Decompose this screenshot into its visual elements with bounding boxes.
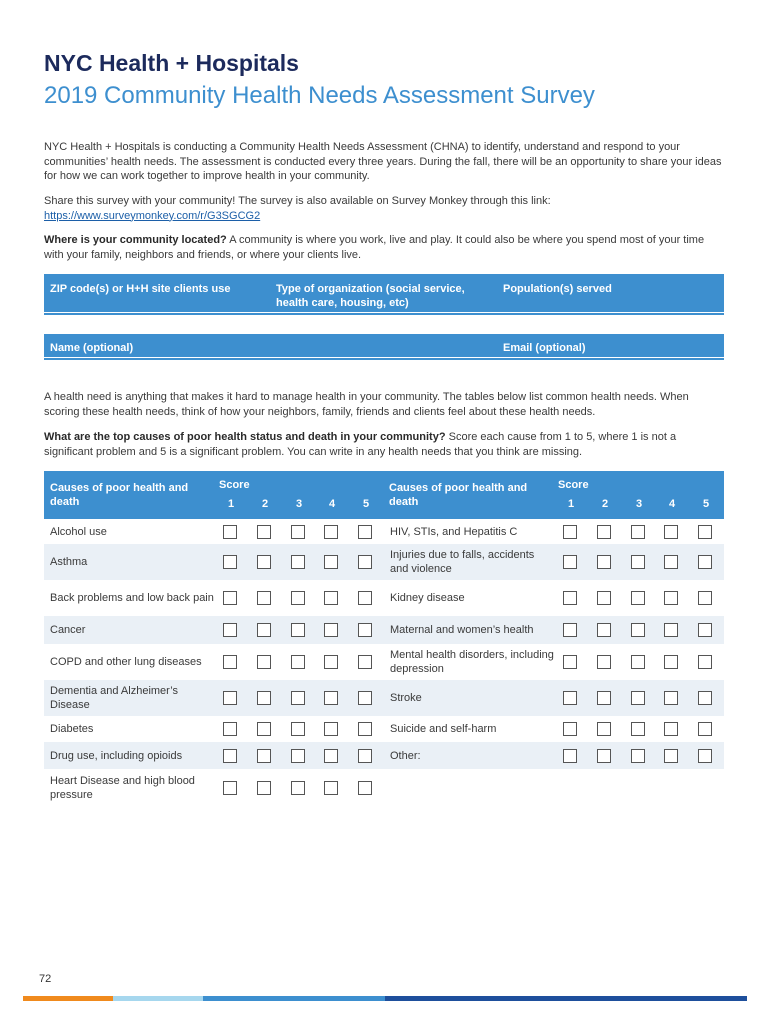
score-1-checkbox[interactable] <box>563 722 577 736</box>
score-5-checkbox[interactable] <box>358 525 372 539</box>
score-4-checkbox[interactable] <box>664 623 678 637</box>
cause-label: Heart Disease and high blood pressure <box>50 775 195 801</box>
intro-paragraph: NYC Health + Hospitals is conducting a Community Health Needs Assessment (CHNA) to identify, understand and respond to your communities’ health needs. The assessment is conducted every three years. During the fall, there will be an opportunity to share your ideas for how we can work together to improve health in your community. <box>44 141 722 182</box>
score-1-checkbox[interactable] <box>563 623 577 637</box>
score-1-checkbox[interactable] <box>563 691 577 705</box>
score-1-checkbox[interactable] <box>223 555 237 569</box>
cause-label: Injuries due to falls, accidents and violence <box>390 549 535 575</box>
score-5-checkbox[interactable] <box>698 722 712 736</box>
score-2-checkbox[interactable] <box>257 655 271 669</box>
table-row <box>44 616 384 644</box>
score-4-checkbox[interactable] <box>664 591 678 605</box>
score-table-header <box>44 471 724 519</box>
score-4-label: 4 <box>668 498 676 510</box>
score-1-checkbox[interactable] <box>563 749 577 763</box>
score-2-checkbox[interactable] <box>257 623 271 637</box>
table-row <box>44 519 384 544</box>
score-2-label: 2 <box>601 498 609 510</box>
score-5-checkbox[interactable] <box>698 591 712 605</box>
score-3-checkbox[interactable] <box>631 623 645 637</box>
email-label: Email (optional) <box>503 342 586 354</box>
score-1-label: 1 <box>567 498 575 510</box>
score-4-checkbox[interactable] <box>324 722 338 736</box>
footer-bar-navy <box>385 996 747 1001</box>
cause-label: Diabetes <box>50 723 94 735</box>
table-row <box>44 644 384 680</box>
top-causes-paragraph <box>44 430 726 459</box>
causes-header-right: Causes of poor health and death <box>389 482 528 508</box>
score-2-label: 2 <box>261 498 269 510</box>
survey-link[interactable]: https://www.surveymonkey.com/r/G3SGCG2 <box>44 209 261 222</box>
score-4-checkbox[interactable] <box>664 722 678 736</box>
score-5-checkbox[interactable] <box>698 749 712 763</box>
cause-label: Drug use, including opioids <box>50 750 183 762</box>
community-info-field-line[interactable] <box>44 313 724 315</box>
score-2-checkbox[interactable] <box>257 691 271 705</box>
community-question: Where is your community located? <box>44 234 227 246</box>
table-row <box>384 644 724 680</box>
table-row <box>44 544 384 580</box>
causes-header-left: Causes of poor health and death <box>50 482 189 508</box>
score-2-checkbox[interactable] <box>257 722 271 736</box>
score-3-checkbox[interactable] <box>291 691 305 705</box>
community-info-bar <box>44 274 724 312</box>
score-5-checkbox[interactable] <box>698 691 712 705</box>
score-2-checkbox[interactable] <box>597 591 611 605</box>
table-row <box>44 580 384 616</box>
score-1-checkbox[interactable] <box>563 655 577 669</box>
score-1-checkbox[interactable] <box>223 691 237 705</box>
score-3-checkbox[interactable] <box>631 749 645 763</box>
score-2-checkbox[interactable] <box>597 722 611 736</box>
score-2-checkbox[interactable] <box>597 623 611 637</box>
score-5-checkbox[interactable] <box>358 591 372 605</box>
score-2-checkbox[interactable] <box>257 781 271 795</box>
score-1-checkbox[interactable] <box>223 749 237 763</box>
table-row <box>44 716 384 742</box>
score-1-label: 1 <box>227 498 235 510</box>
score-2-checkbox[interactable] <box>257 749 271 763</box>
score-3-checkbox[interactable] <box>291 591 305 605</box>
table-row <box>384 519 724 544</box>
organization-type-label: Type of organization (social service, health care, housing, etc) <box>276 283 465 309</box>
score-3-checkbox[interactable] <box>291 623 305 637</box>
score-5-checkbox[interactable] <box>698 525 712 539</box>
score-5-checkbox[interactable] <box>698 623 712 637</box>
score-5-checkbox[interactable] <box>698 655 712 669</box>
score-1-checkbox[interactable] <box>223 591 237 605</box>
community-paragraph <box>44 233 726 262</box>
score-5-checkbox[interactable] <box>358 781 372 795</box>
score-5-checkbox[interactable] <box>698 555 712 569</box>
page-number: 72 <box>39 973 52 985</box>
table-row <box>384 716 724 742</box>
cause-label: Cancer <box>50 624 86 636</box>
score-5-checkbox[interactable] <box>358 749 372 763</box>
score-3-checkbox[interactable] <box>631 691 645 705</box>
cause-label: HIV, STIs, and Hepatitis C <box>390 526 518 538</box>
survey-title: 2019 Community Health Needs Assessment Survey <box>44 82 595 109</box>
footer-bar-orange <box>23 996 113 1001</box>
score-3-checkbox[interactable] <box>291 722 305 736</box>
score-4-checkbox[interactable] <box>664 655 678 669</box>
health-need-paragraph: A health need is anything that makes it hard to manage health in your community. The tables below list common health needs. When scoring these health needs, think of how your neighbors, family, friends and clients feel about these health needs. <box>44 391 689 418</box>
population-served-label: Population(s) served <box>503 283 612 295</box>
score-3-checkbox[interactable] <box>631 655 645 669</box>
cause-label: Dementia and Alzheimer’s Disease <box>50 685 178 711</box>
score-1-checkbox[interactable] <box>223 655 237 669</box>
score-4-checkbox[interactable] <box>664 691 678 705</box>
score-5-checkbox[interactable] <box>358 623 372 637</box>
score-4-checkbox[interactable] <box>324 525 338 539</box>
score-4-checkbox[interactable] <box>324 781 338 795</box>
score-2-checkbox[interactable] <box>257 591 271 605</box>
score-4-checkbox[interactable] <box>664 555 678 569</box>
table-row <box>44 769 384 807</box>
score-4-checkbox[interactable] <box>324 691 338 705</box>
score-1-checkbox[interactable] <box>223 525 237 539</box>
score-3-label: 3 <box>635 498 643 510</box>
score-5-checkbox[interactable] <box>358 655 372 669</box>
score-2-checkbox[interactable] <box>597 525 611 539</box>
score-3-checkbox[interactable] <box>631 525 645 539</box>
score-1-checkbox[interactable] <box>223 722 237 736</box>
org-title: NYC Health + Hospitals <box>44 50 299 76</box>
cause-label: COPD and other lung diseases <box>50 656 202 668</box>
share-paragraph <box>44 194 726 223</box>
footer-bar-light-blue <box>113 996 203 1001</box>
score-header-left: Score <box>219 479 250 491</box>
contact-bar <box>44 334 724 357</box>
score-4-checkbox[interactable] <box>664 749 678 763</box>
score-4-checkbox[interactable] <box>664 525 678 539</box>
share-text: Share this survey with your community! The survey is also available on Survey Monkey through this link: <box>44 195 551 207</box>
score-2-checkbox[interactable] <box>257 555 271 569</box>
name-label: Name (optional) <box>50 342 134 354</box>
score-header-right: Score <box>558 479 589 491</box>
table-row <box>44 680 384 716</box>
table-row <box>44 742 384 769</box>
footer-bar-blue <box>203 996 385 1001</box>
table-row <box>384 580 724 616</box>
zip-code-label: ZIP code(s) or H+H site clients use <box>50 283 231 295</box>
score-5-label: 5 <box>702 498 710 510</box>
table-row <box>384 742 724 769</box>
community-text: A community is where you work, live and play. It could also be where you spend most of your time with your family, neighbors and friends, or where your clients live. <box>44 234 705 261</box>
cause-label: Mental health disorders, including depression <box>390 649 554 675</box>
score-3-checkbox[interactable] <box>291 655 305 669</box>
cause-label: Other: <box>390 750 421 762</box>
cause-label: Suicide and self-harm <box>390 723 497 735</box>
score-4-checkbox[interactable] <box>324 555 338 569</box>
score-5-checkbox[interactable] <box>358 722 372 736</box>
table-row <box>384 616 724 644</box>
contact-field-line[interactable] <box>44 358 724 360</box>
cause-label: Back problems and low back pain <box>50 592 214 604</box>
cause-label: Maternal and women’s health <box>390 624 534 636</box>
score-1-checkbox[interactable] <box>563 555 577 569</box>
score-4-checkbox[interactable] <box>324 591 338 605</box>
cause-label: Stroke <box>390 692 422 704</box>
score-3-label: 3 <box>295 498 303 510</box>
score-3-checkbox[interactable] <box>631 722 645 736</box>
score-2-checkbox[interactable] <box>597 749 611 763</box>
score-1-checkbox[interactable] <box>563 525 577 539</box>
score-5-label: 5 <box>362 498 370 510</box>
cause-label: Alcohol use <box>50 526 107 538</box>
score-3-checkbox[interactable] <box>631 591 645 605</box>
score-2-checkbox[interactable] <box>257 525 271 539</box>
score-2-checkbox[interactable] <box>597 655 611 669</box>
score-5-checkbox[interactable] <box>358 555 372 569</box>
score-5-checkbox[interactable] <box>358 691 372 705</box>
score-2-checkbox[interactable] <box>597 691 611 705</box>
score-1-checkbox[interactable] <box>563 591 577 605</box>
top-causes-question: What are the top causes of poor health status and death in your community? <box>44 431 446 443</box>
score-1-checkbox[interactable] <box>223 623 237 637</box>
score-4-label: 4 <box>328 498 336 510</box>
score-3-checkbox[interactable] <box>291 749 305 763</box>
score-1-checkbox[interactable] <box>223 781 237 795</box>
top-causes-text: Score each cause from 1 to 5, where 1 is not a significant problem and 5 is a significant problem. You can write in any health needs that you think are missing. <box>44 431 677 458</box>
score-4-checkbox[interactable] <box>324 749 338 763</box>
table-row <box>384 544 724 580</box>
score-3-checkbox[interactable] <box>631 555 645 569</box>
score-2-checkbox[interactable] <box>597 555 611 569</box>
score-3-checkbox[interactable] <box>291 555 305 569</box>
score-4-checkbox[interactable] <box>324 655 338 669</box>
score-4-checkbox[interactable] <box>324 623 338 637</box>
table-row <box>384 680 724 716</box>
score-3-checkbox[interactable] <box>291 525 305 539</box>
cause-label: Kidney disease <box>390 592 465 604</box>
cause-label: Asthma <box>50 556 88 568</box>
score-3-checkbox[interactable] <box>291 781 305 795</box>
